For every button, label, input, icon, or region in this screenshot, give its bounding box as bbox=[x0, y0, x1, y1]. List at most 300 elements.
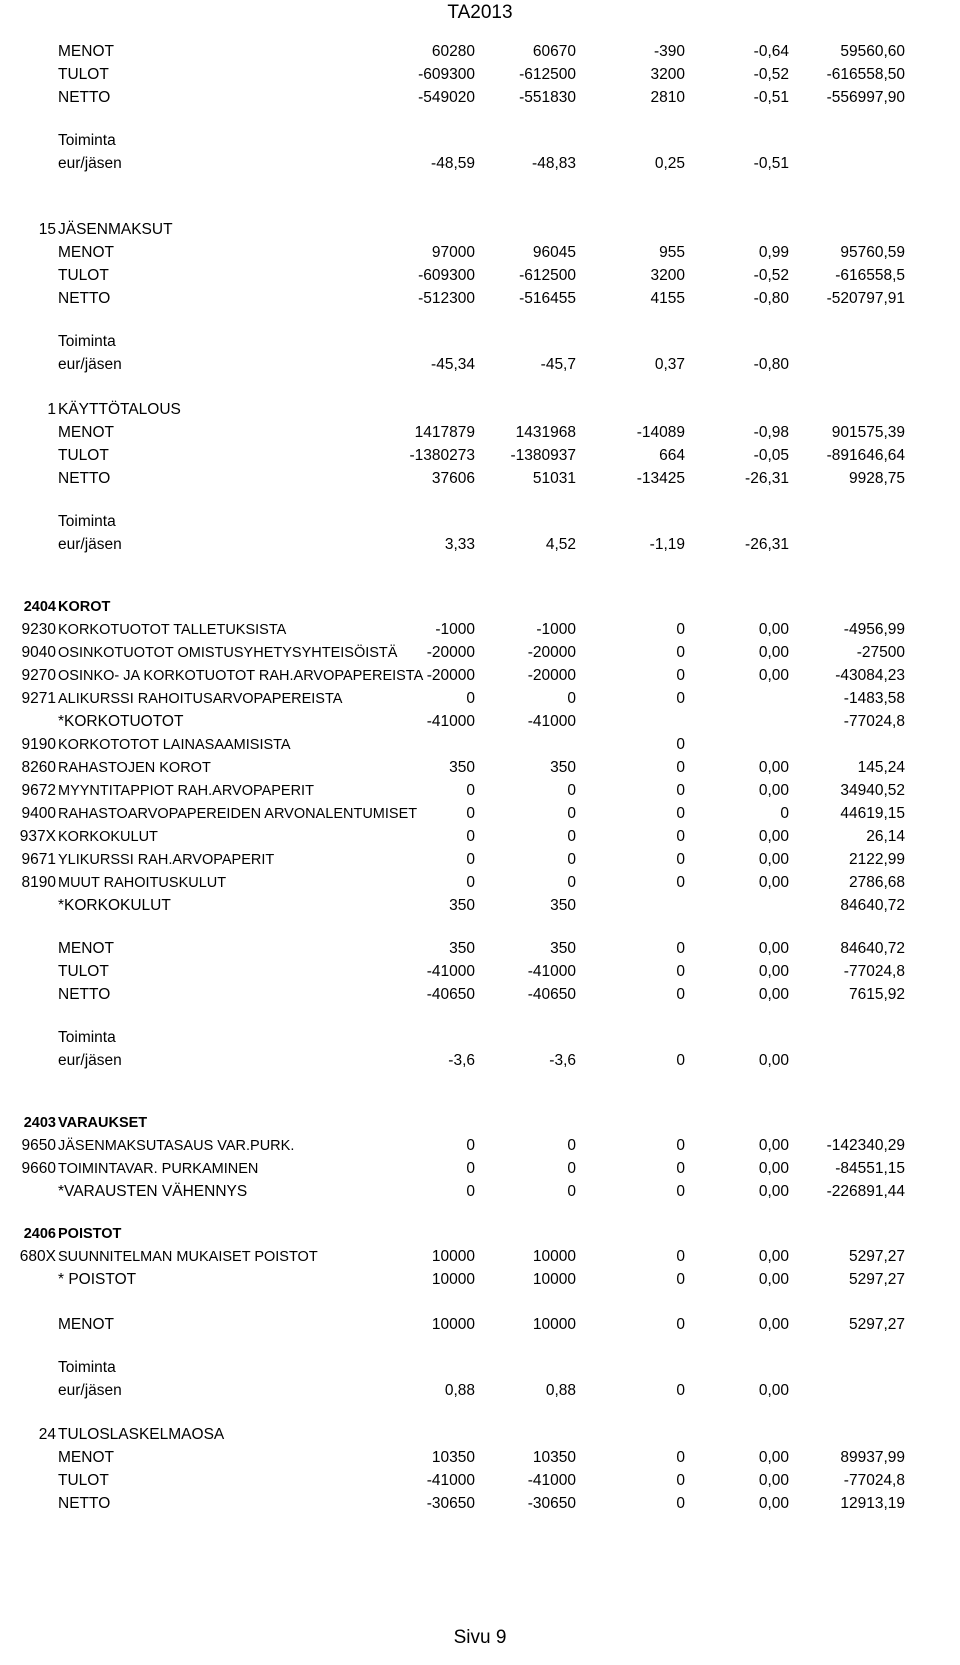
table-row bbox=[0, 1181, 960, 1203]
row-label: VARAUKSET bbox=[58, 1115, 148, 1131]
row-label: TOIMINTAVAR. PURKAMINEN bbox=[58, 1161, 259, 1177]
row-label: TULOSLASKELMAOSA bbox=[58, 1426, 225, 1443]
change-percent-cell: 0 bbox=[780, 805, 789, 822]
budget-2013-cell: -1000 bbox=[435, 621, 475, 638]
row-label: KÄYTTÖTALOUS bbox=[58, 401, 181, 418]
table-row bbox=[0, 1112, 960, 1134]
table-row bbox=[0, 1050, 960, 1072]
difference-cell: -14089 bbox=[636, 424, 685, 441]
actual-cell: 12913,19 bbox=[840, 1495, 905, 1512]
change-percent-cell: 0,00 bbox=[758, 1137, 789, 1154]
actual-cell: 59560,60 bbox=[840, 43, 905, 60]
actual-cell: 901575,39 bbox=[831, 424, 905, 441]
row-label: SUUNNITELMAN MUKAISET POISTOT bbox=[58, 1249, 318, 1265]
budget-2013-cell: 0 bbox=[466, 1160, 475, 1177]
row-label: Toiminta bbox=[58, 132, 116, 149]
difference-cell: 0 bbox=[676, 736, 685, 753]
actual-cell: -77024,8 bbox=[843, 963, 905, 980]
actual-cell: 9928,75 bbox=[848, 470, 905, 487]
account-code: 9671 bbox=[21, 851, 56, 868]
change-percent-cell: 0,00 bbox=[758, 851, 789, 868]
difference-cell: 0 bbox=[676, 1183, 685, 1200]
table-row bbox=[0, 780, 960, 802]
budget-2013-cell: 10350 bbox=[431, 1449, 475, 1466]
difference-cell: -390 bbox=[653, 43, 685, 60]
row-label: MENOT bbox=[58, 1316, 114, 1333]
budget-2012-cell: 350 bbox=[550, 897, 576, 914]
actual-cell: 5297,27 bbox=[848, 1316, 905, 1333]
table-row bbox=[0, 1470, 960, 1492]
row-label: eur/jäsen bbox=[58, 155, 122, 172]
row-label: eur/jäsen bbox=[58, 1382, 122, 1399]
budget-2012-cell: -20000 bbox=[527, 667, 576, 684]
table-row bbox=[0, 87, 960, 109]
budget-2012-cell: -41000 bbox=[527, 1472, 576, 1489]
change-percent-cell: 0,00 bbox=[758, 621, 789, 638]
budget-2012-cell: 60670 bbox=[532, 43, 576, 60]
row-label: KORKOKULUT bbox=[58, 829, 158, 845]
difference-cell: 0 bbox=[676, 805, 685, 822]
change-percent-cell: 0,00 bbox=[758, 828, 789, 845]
table-row bbox=[0, 803, 960, 825]
budget-2012-cell: -612500 bbox=[519, 66, 576, 83]
difference-cell: 0 bbox=[676, 690, 685, 707]
difference-cell: 0 bbox=[676, 828, 685, 845]
difference-cell: 0 bbox=[676, 1271, 685, 1288]
row-label: *KORKOTUOTOT bbox=[58, 713, 184, 730]
change-percent-cell: -0,80 bbox=[753, 356, 789, 373]
budget-2012-cell: -45,7 bbox=[540, 356, 576, 373]
table-row bbox=[0, 1447, 960, 1469]
row-label: MYYNTITAPPIOT RAH.ARVOPAPERIT bbox=[58, 783, 314, 799]
difference-cell: 664 bbox=[659, 447, 685, 464]
account-code: 2406 bbox=[23, 1226, 56, 1242]
difference-cell: 0 bbox=[676, 1449, 685, 1466]
row-label: ALIKURSSI RAHOITUSARVOPAPEREISTA bbox=[58, 691, 343, 707]
budget-2013-cell: -20000 bbox=[426, 644, 475, 661]
difference-cell: 955 bbox=[659, 244, 685, 261]
change-percent-cell: 0,00 bbox=[758, 644, 789, 661]
row-label: TULOT bbox=[58, 66, 109, 83]
change-percent-cell: -0,51 bbox=[753, 89, 789, 106]
actual-cell: -43084,23 bbox=[835, 667, 905, 684]
actual-cell: -4956,99 bbox=[843, 621, 905, 638]
budget-2013-cell: 0 bbox=[466, 782, 475, 799]
account-code: 9400 bbox=[21, 805, 56, 822]
budget-2012-cell: 0 bbox=[567, 1137, 576, 1154]
table-row bbox=[0, 895, 960, 917]
difference-cell: 0 bbox=[676, 667, 685, 684]
difference-cell: 0 bbox=[676, 1472, 685, 1489]
budget-2013-cell: 350 bbox=[449, 759, 475, 776]
actual-cell: -226891,44 bbox=[826, 1183, 905, 1200]
table-row bbox=[0, 826, 960, 848]
table-row bbox=[0, 399, 960, 421]
table-row bbox=[0, 619, 960, 641]
actual-cell: 84640,72 bbox=[840, 940, 905, 957]
account-code: 15 bbox=[38, 221, 56, 238]
budget-2012-cell: 96045 bbox=[532, 244, 576, 261]
row-label: *KORKOKULUT bbox=[58, 897, 171, 914]
row-label: KOROT bbox=[58, 599, 111, 615]
row-label: NETTO bbox=[58, 1495, 111, 1512]
actual-cell: -77024,8 bbox=[843, 1472, 905, 1489]
budget-2013-cell: -41000 bbox=[426, 713, 475, 730]
difference-cell: 4155 bbox=[650, 290, 685, 307]
budget-2012-cell: -30650 bbox=[527, 1495, 576, 1512]
change-percent-cell: 0,00 bbox=[758, 1248, 789, 1265]
account-code: 8190 bbox=[21, 874, 56, 891]
table-row bbox=[0, 642, 960, 664]
table-row bbox=[0, 445, 960, 467]
budget-2012-cell: 0 bbox=[567, 805, 576, 822]
actual-cell: -27500 bbox=[856, 644, 905, 661]
budget-2013-cell: 37606 bbox=[431, 470, 475, 487]
row-label: eur/jäsen bbox=[58, 536, 122, 553]
table-row bbox=[0, 64, 960, 86]
change-percent-cell: 0,99 bbox=[758, 244, 789, 261]
table-row bbox=[0, 288, 960, 310]
budget-2013-cell: -30650 bbox=[426, 1495, 475, 1512]
account-code: 9660 bbox=[21, 1160, 56, 1177]
budget-2013-cell: -549020 bbox=[418, 89, 475, 106]
budget-2012-cell: -40650 bbox=[527, 986, 576, 1003]
difference-cell: 0 bbox=[676, 1160, 685, 1177]
account-code: 680X bbox=[19, 1248, 56, 1265]
account-code: 2404 bbox=[23, 599, 56, 615]
account-code: 8260 bbox=[21, 759, 56, 776]
actual-cell: -891646,64 bbox=[826, 447, 905, 464]
account-code: 9190 bbox=[21, 736, 56, 753]
budget-2013-cell: 350 bbox=[449, 940, 475, 957]
row-label: Toiminta bbox=[58, 1359, 116, 1376]
change-percent-cell: -0,98 bbox=[753, 424, 789, 441]
change-percent-cell: 0,00 bbox=[758, 782, 789, 799]
account-code: 9650 bbox=[21, 1137, 56, 1154]
actual-cell: 95760,59 bbox=[840, 244, 905, 261]
change-percent-cell: 0,00 bbox=[758, 667, 789, 684]
row-label: Toiminta bbox=[58, 513, 116, 530]
row-label: Toiminta bbox=[58, 333, 116, 350]
budget-2013-cell: -609300 bbox=[418, 66, 475, 83]
budget-2012-cell: 1431968 bbox=[515, 424, 576, 441]
account-code: 937X bbox=[19, 828, 56, 845]
budget-2013-cell: 1417879 bbox=[414, 424, 475, 441]
row-label: KORKOTOTOT LAINASAAMISISTA bbox=[58, 737, 291, 753]
actual-cell: -77024,8 bbox=[843, 713, 905, 730]
table-row bbox=[0, 354, 960, 376]
budget-2013-cell: 0 bbox=[466, 851, 475, 868]
table-row bbox=[0, 130, 960, 152]
budget-2013-cell: 0 bbox=[466, 805, 475, 822]
actual-cell: 7615,92 bbox=[848, 986, 905, 1003]
table-row bbox=[0, 422, 960, 444]
table-row bbox=[0, 468, 960, 490]
actual-cell: 5297,27 bbox=[848, 1271, 905, 1288]
row-label: MENOT bbox=[58, 1449, 114, 1466]
budget-2013-cell: 0 bbox=[466, 1137, 475, 1154]
change-percent-cell: 0,00 bbox=[758, 1495, 789, 1512]
actual-cell: -1483,58 bbox=[843, 690, 905, 707]
budget-2012-cell: -1000 bbox=[536, 621, 576, 638]
row-label: KORKOTUOTOT TALLETUKSISTA bbox=[58, 622, 287, 638]
budget-2012-cell: -612500 bbox=[519, 267, 576, 284]
budget-2013-cell: 350 bbox=[449, 897, 475, 914]
actual-cell: -142340,29 bbox=[826, 1137, 905, 1154]
table-row bbox=[0, 1158, 960, 1180]
budget-2012-cell: 0 bbox=[567, 1160, 576, 1177]
table-row bbox=[0, 41, 960, 63]
table-row bbox=[0, 872, 960, 894]
account-code: 9040 bbox=[21, 644, 56, 661]
change-percent-cell: 0,00 bbox=[758, 1183, 789, 1200]
row-label: OSINKO- JA KORKOTUOTOT RAH.ARVOPAPEREISTA bbox=[58, 668, 424, 684]
budget-2013-cell: -41000 bbox=[426, 1472, 475, 1489]
budget-2012-cell: 10000 bbox=[532, 1271, 576, 1288]
row-label: TULOT bbox=[58, 447, 109, 464]
row-label: MENOT bbox=[58, 424, 114, 441]
change-percent-cell: 0,00 bbox=[758, 940, 789, 957]
account-code: 9230 bbox=[21, 621, 56, 638]
difference-cell: 0 bbox=[676, 1248, 685, 1265]
actual-cell: -616558,5 bbox=[835, 267, 905, 284]
budget-2013-cell: 0 bbox=[466, 690, 475, 707]
table-row bbox=[0, 153, 960, 175]
budget-2012-cell: 0 bbox=[567, 851, 576, 868]
actual-cell: 26,14 bbox=[866, 828, 905, 845]
difference-cell: 0,37 bbox=[654, 356, 685, 373]
actual-cell: -616558,50 bbox=[826, 66, 905, 83]
actual-cell: -84551,15 bbox=[835, 1160, 905, 1177]
difference-cell: 0 bbox=[676, 759, 685, 776]
actual-cell: -556997,90 bbox=[826, 89, 905, 106]
table-row bbox=[0, 734, 960, 756]
budget-2013-cell: 97000 bbox=[431, 244, 475, 261]
row-label: JÄSENMAKSUTASAUS VAR.PURK. bbox=[58, 1138, 295, 1154]
change-percent-cell: -0,51 bbox=[753, 155, 789, 172]
actual-cell: 34940,52 bbox=[840, 782, 905, 799]
budget-2012-cell: 4,52 bbox=[545, 536, 576, 553]
table-row bbox=[0, 1027, 960, 1049]
table-row bbox=[0, 1493, 960, 1515]
budget-2013-cell: 10000 bbox=[431, 1271, 475, 1288]
row-label: TULOT bbox=[58, 1472, 109, 1489]
budget-2013-cell: -48,59 bbox=[431, 155, 475, 172]
actual-cell: 2122,99 bbox=[848, 851, 905, 868]
budget-2012-cell: 0 bbox=[567, 1183, 576, 1200]
account-code: 24 bbox=[38, 1426, 56, 1443]
difference-cell: 0 bbox=[676, 621, 685, 638]
row-label: YLIKURSSI RAH.ARVOPAPERIT bbox=[58, 852, 275, 868]
row-label: eur/jäsen bbox=[58, 356, 122, 373]
row-label: NETTO bbox=[58, 89, 111, 106]
row-label: TULOT bbox=[58, 963, 109, 980]
table-row bbox=[0, 757, 960, 779]
change-percent-cell: 0,00 bbox=[758, 1160, 789, 1177]
account-code: 9270 bbox=[21, 667, 56, 684]
table-row bbox=[0, 688, 960, 710]
table-row bbox=[0, 961, 960, 983]
page-number: Sivu 9 bbox=[453, 1627, 507, 1648]
change-percent-cell: -0,80 bbox=[753, 290, 789, 307]
actual-cell: 145,24 bbox=[857, 759, 905, 776]
budget-2013-cell: 60280 bbox=[431, 43, 475, 60]
page-title: TA2013 bbox=[447, 2, 513, 23]
account-code: 2403 bbox=[23, 1115, 56, 1131]
change-percent-cell: 0,00 bbox=[758, 963, 789, 980]
row-label: JÄSENMAKSUT bbox=[58, 221, 173, 238]
budget-2013-cell: 10000 bbox=[431, 1248, 475, 1265]
row-label: RAHASTOJEN KOROT bbox=[58, 760, 211, 776]
table-row bbox=[0, 665, 960, 687]
change-percent-cell: 0,00 bbox=[758, 874, 789, 891]
change-percent-cell: -0,52 bbox=[753, 66, 789, 83]
table-row bbox=[0, 1269, 960, 1291]
budget-2012-cell: -3,6 bbox=[549, 1052, 576, 1069]
actual-cell: 89937,99 bbox=[840, 1449, 905, 1466]
table-row bbox=[0, 1357, 960, 1379]
row-label: MENOT bbox=[58, 244, 114, 261]
budget-2012-cell: 10350 bbox=[532, 1449, 576, 1466]
row-label: RAHASTOARVOPAPEREIDEN ARVONALENTUMISET bbox=[58, 806, 418, 822]
table-row bbox=[0, 242, 960, 264]
table-row bbox=[0, 331, 960, 353]
row-label: NETTO bbox=[58, 290, 111, 307]
budget-2012-cell: -41000 bbox=[527, 713, 576, 730]
difference-cell: 2810 bbox=[650, 89, 685, 106]
budget-2012-cell: 10000 bbox=[532, 1316, 576, 1333]
budget-2013-cell: 10000 bbox=[431, 1316, 475, 1333]
difference-cell: -1,19 bbox=[649, 536, 685, 553]
change-percent-cell: 0,00 bbox=[758, 1449, 789, 1466]
budget-2012-cell: -20000 bbox=[527, 644, 576, 661]
budget-2013-cell: 0 bbox=[466, 828, 475, 845]
table-row bbox=[0, 534, 960, 556]
row-label: OSINKOTUOTOT OMISTUSYHETYSYHTEISÖISTÄ bbox=[58, 645, 398, 661]
table-row bbox=[0, 265, 960, 287]
difference-cell: 0 bbox=[676, 1382, 685, 1399]
budget-2013-cell: -20000 bbox=[426, 667, 475, 684]
budget-2013-cell: 3,33 bbox=[444, 536, 475, 553]
budget-2013-cell: 0 bbox=[466, 874, 475, 891]
row-label: TULOT bbox=[58, 267, 109, 284]
account-code: 1 bbox=[47, 401, 56, 418]
change-percent-cell: -0,52 bbox=[753, 267, 789, 284]
budget-2013-cell: 0,88 bbox=[444, 1382, 475, 1399]
difference-cell: 0 bbox=[676, 1316, 685, 1333]
budget-2012-cell: -551830 bbox=[519, 89, 576, 106]
difference-cell: 0 bbox=[676, 782, 685, 799]
budget-2012-cell: 0 bbox=[567, 874, 576, 891]
change-percent-cell: -26,31 bbox=[745, 470, 789, 487]
actual-cell: 84640,72 bbox=[840, 897, 905, 914]
row-label: POISTOT bbox=[58, 1226, 122, 1242]
table-row bbox=[0, 1424, 960, 1446]
actual-cell: 44619,15 bbox=[840, 805, 905, 822]
budget-2013-cell: -45,34 bbox=[431, 356, 475, 373]
budget-2012-cell: 51031 bbox=[532, 470, 576, 487]
actual-cell: 2786,68 bbox=[848, 874, 905, 891]
actual-cell: -520797,91 bbox=[826, 290, 905, 307]
account-code: 9672 bbox=[21, 782, 56, 799]
row-label: MENOT bbox=[58, 43, 114, 60]
table-row bbox=[0, 1246, 960, 1268]
budget-2012-cell: -1380937 bbox=[510, 447, 576, 464]
budget-2012-cell: 350 bbox=[550, 940, 576, 957]
account-code: 9271 bbox=[21, 690, 56, 707]
table-row bbox=[0, 984, 960, 1006]
table-row bbox=[0, 938, 960, 960]
difference-cell: 0 bbox=[676, 1137, 685, 1154]
table-row bbox=[0, 849, 960, 871]
budget-2013-cell: -3,6 bbox=[448, 1052, 475, 1069]
difference-cell: 0 bbox=[676, 851, 685, 868]
difference-cell: -13425 bbox=[636, 470, 685, 487]
row-label: *VARAUSTEN VÄHENNYS bbox=[58, 1183, 248, 1200]
budget-2012-cell: -516455 bbox=[519, 290, 576, 307]
table-row bbox=[0, 1135, 960, 1157]
row-label: NETTO bbox=[58, 470, 111, 487]
actual-cell: 5297,27 bbox=[848, 1248, 905, 1265]
row-label: Toiminta bbox=[58, 1029, 116, 1046]
change-percent-cell: 0,00 bbox=[758, 986, 789, 1003]
change-percent-cell: -0,64 bbox=[753, 43, 789, 60]
row-label: NETTO bbox=[58, 986, 111, 1003]
difference-cell: 0,25 bbox=[654, 155, 685, 172]
difference-cell: 0 bbox=[676, 874, 685, 891]
budget-2012-cell: -48,83 bbox=[532, 155, 576, 172]
difference-cell: 3200 bbox=[650, 267, 685, 284]
budget-2012-cell: 0 bbox=[567, 828, 576, 845]
change-percent-cell: 0,00 bbox=[758, 1052, 789, 1069]
budget-2013-cell: -609300 bbox=[418, 267, 475, 284]
budget-2013-cell: 0 bbox=[466, 1183, 475, 1200]
change-percent-cell: 0,00 bbox=[758, 759, 789, 776]
change-percent-cell: 0,00 bbox=[758, 1316, 789, 1333]
row-label: eur/jäsen bbox=[58, 1052, 122, 1069]
table-row bbox=[0, 596, 960, 618]
difference-cell: 0 bbox=[676, 1495, 685, 1512]
table-row bbox=[0, 1314, 960, 1336]
budget-2012-cell: -41000 bbox=[527, 963, 576, 980]
budget-2013-cell: -40650 bbox=[426, 986, 475, 1003]
change-percent-cell: -0,05 bbox=[753, 447, 789, 464]
difference-cell: 0 bbox=[676, 644, 685, 661]
difference-cell: 0 bbox=[676, 940, 685, 957]
table-row bbox=[0, 511, 960, 533]
difference-cell: 3200 bbox=[650, 66, 685, 83]
table-row bbox=[0, 711, 960, 733]
budget-2012-cell: 0 bbox=[567, 782, 576, 799]
budget-2012-cell: 0,88 bbox=[545, 1382, 576, 1399]
change-percent-cell: -26,31 bbox=[745, 536, 789, 553]
table-row bbox=[0, 1380, 960, 1402]
row-label: MUUT RAHOITUSKULUT bbox=[58, 875, 227, 891]
change-percent-cell: 0,00 bbox=[758, 1472, 789, 1489]
budget-2012-cell: 350 bbox=[550, 759, 576, 776]
row-label: MENOT bbox=[58, 940, 114, 957]
change-percent-cell: 0,00 bbox=[758, 1271, 789, 1288]
change-percent-cell: 0,00 bbox=[758, 1382, 789, 1399]
difference-cell: 0 bbox=[676, 986, 685, 1003]
budget-2013-cell: -41000 bbox=[426, 963, 475, 980]
budget-2013-cell: -1380273 bbox=[409, 447, 475, 464]
table-row bbox=[0, 1223, 960, 1245]
row-label: * POISTOT bbox=[58, 1271, 137, 1288]
difference-cell: 0 bbox=[676, 1052, 685, 1069]
table-row bbox=[0, 219, 960, 241]
budget-2012-cell: 10000 bbox=[532, 1248, 576, 1265]
